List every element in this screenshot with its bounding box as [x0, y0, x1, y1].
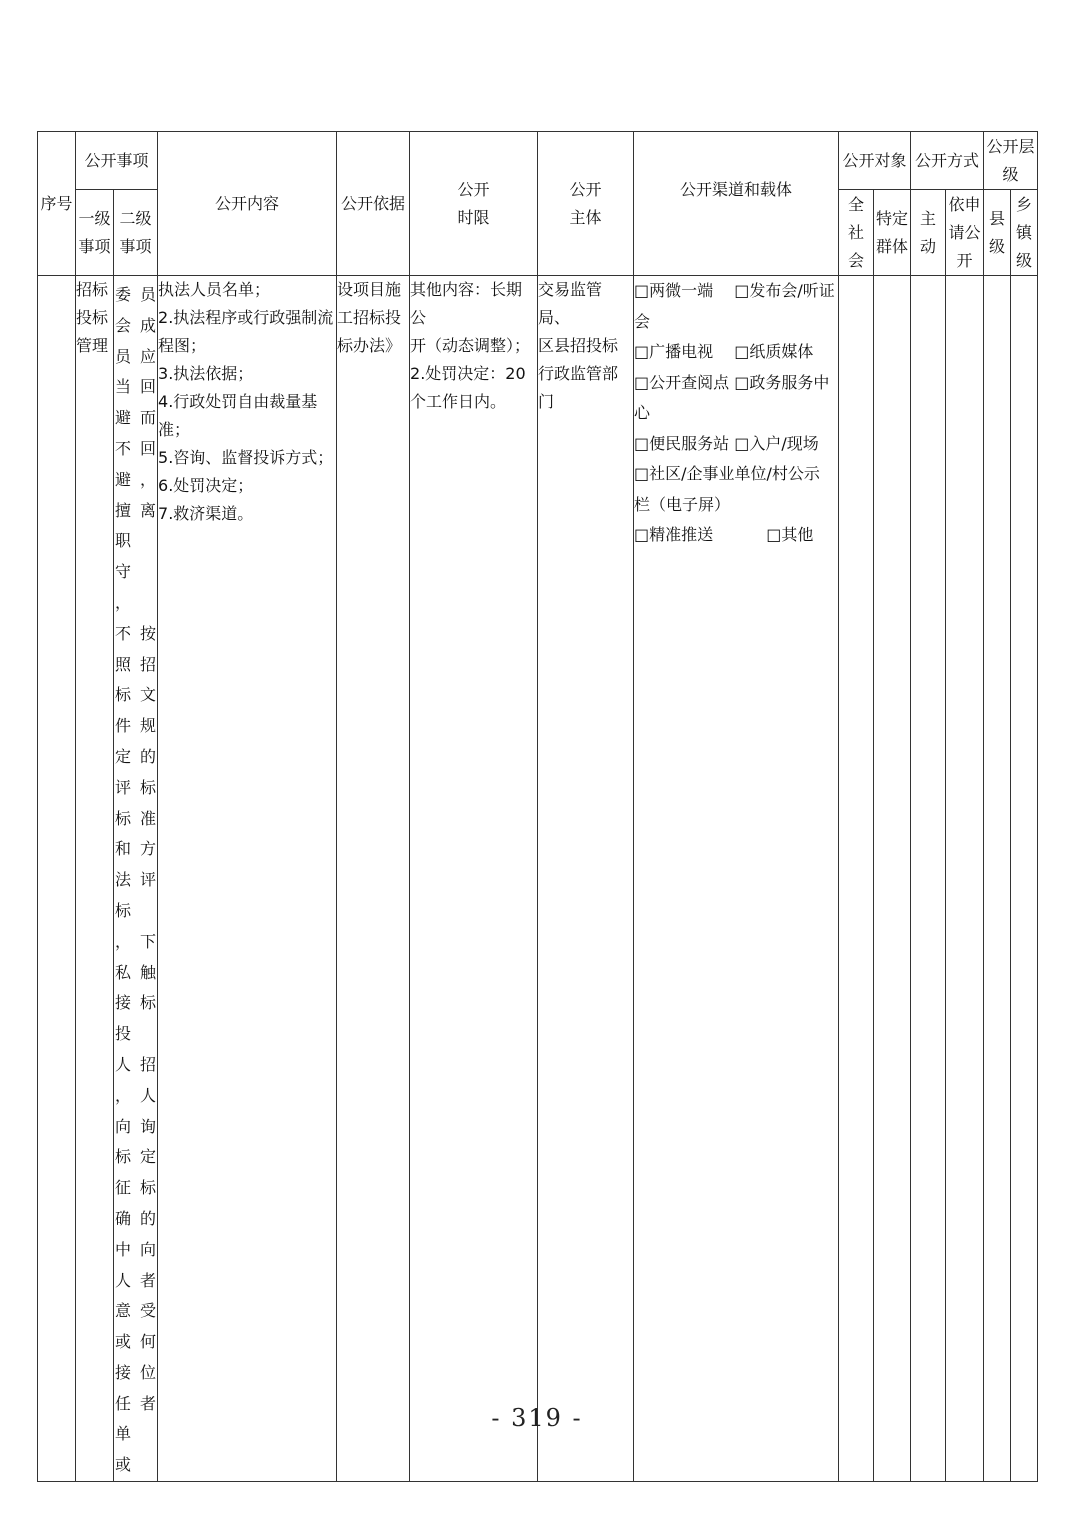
level2-char: 文 [140, 685, 157, 705]
level2-char: 定 [115, 746, 132, 766]
level2-char: 下 [140, 931, 157, 951]
header-content: 公开内容 [158, 132, 337, 276]
level2-char: 和 [115, 839, 132, 859]
level2-char: 单 [115, 1424, 132, 1444]
level2-char: 评 [115, 777, 132, 797]
row-level2-left-column [115, 278, 131, 1481]
level2-char: 标 [115, 1147, 132, 1167]
header-basis: 公开依据 [337, 132, 410, 276]
header-target: 公开对象 [839, 132, 911, 190]
level2-char: 何 [140, 1332, 157, 1352]
disclosure-table [37, 131, 1038, 1482]
level2-char: 确 [115, 1208, 132, 1228]
level2-char: ， [115, 931, 132, 951]
level2-char: 的 [140, 1208, 157, 1228]
level2-char: 触 [140, 962, 157, 982]
level2-char: 接 [115, 993, 132, 1013]
level2-char: 擅 [115, 500, 132, 520]
level2-char: 招 [140, 1054, 157, 1074]
header-level-town: 乡 镇 级 [1011, 190, 1038, 276]
row-channels: □两微一端 □发布会/听证 会 □广播电视 □纸质媒体 □公开查阅点 □政务服务中 心 □便民服务站 □入户/现场 □社区/企事业单位/村公示 栏（电子屏） □精准推送 □其他 [634, 276, 839, 1482]
level2-char: 应 [140, 346, 157, 366]
level2-char: ， [140, 469, 157, 489]
header-level2: 二级事项 [114, 190, 158, 276]
row-content: 执法人员名单； 2.执法程序或行政强制流程图； 3.执法依据； 4.行政处罚自由裁量基准； 5.咨询、监督投诉方式； 6.处罚决定； 7.救济渠道。 [158, 276, 337, 1482]
level2-char: 员 [140, 285, 157, 304]
level2-char: 接 [115, 1362, 132, 1382]
level2-char: 私 [115, 962, 132, 982]
level2-char: 法 [115, 870, 132, 890]
row-target-all [839, 276, 874, 1482]
header-level-county: 县 级 [984, 190, 1011, 276]
level2-char: 避 [115, 469, 132, 489]
level2-char: 或 [115, 1332, 132, 1352]
row-time-limit: 其他内容：长期公 开（动态调整）； 2.处罚决定：20 个工作日内。 [410, 276, 538, 1482]
level2-char: 规 [140, 716, 157, 736]
level2-char: 而 [140, 408, 157, 428]
header-subject: 公开 主体 [538, 132, 634, 276]
header-level: 公开层 级 [984, 132, 1038, 190]
level2-char: ， [115, 592, 132, 612]
level2-char: 投 [115, 1024, 132, 1044]
row-method-apply [946, 276, 984, 1482]
level2-char: 职 [115, 531, 132, 551]
level2-char: ， [115, 1085, 132, 1105]
level2-char: 委 [115, 285, 132, 304]
row-level-town [1011, 276, 1038, 1482]
level2-char: 不 [115, 438, 132, 458]
level2-char: 标 [115, 900, 132, 920]
level2-char: 按 [140, 623, 157, 643]
row-subject: 交易监管局、 区县招投标 行政监管部 门 [538, 276, 634, 1482]
level2-char: 中 [115, 1239, 132, 1259]
header-items: 公开事项 [76, 132, 158, 190]
level2-char: 成 [140, 315, 157, 335]
level2-char: 者 [140, 1270, 157, 1290]
level2-char: 回 [140, 377, 157, 397]
row-method-active [911, 276, 946, 1482]
level2-char: 回 [140, 438, 157, 458]
header-time-limit: 公开 时限 [410, 132, 538, 276]
header-channels: 公开渠道和载体 [634, 132, 839, 276]
row-level2-right-column [140, 278, 156, 1481]
level2-char: 守 [115, 562, 132, 582]
header-method-active: 主 动 [911, 190, 946, 276]
level2-char: 标 [140, 1178, 157, 1198]
header-method: 公开方式 [911, 132, 984, 190]
level2-char: 意 [115, 1301, 132, 1321]
row-target-group [874, 276, 911, 1482]
row-level1: 招标 投标 管理 [76, 276, 114, 1482]
level2-char: 人 [140, 1085, 157, 1105]
level2-char: 离 [140, 500, 157, 520]
level2-char: 方 [140, 839, 157, 859]
level2-char: 准 [140, 808, 157, 828]
header-level1: 一级事项 [76, 190, 114, 276]
level2-char: 向 [140, 1239, 157, 1259]
level2-char: 避 [115, 408, 132, 428]
level2-char: 任 [115, 1393, 132, 1413]
level2-char: 标 [140, 777, 157, 797]
level2-char: 标 [115, 685, 132, 705]
level2-char: 的 [140, 746, 157, 766]
level2-char: 人 [115, 1270, 132, 1290]
page-number: - 319 - [491, 1404, 583, 1432]
level2-char: 会 [115, 315, 132, 335]
level2-char: 标 [115, 808, 132, 828]
level2-char: 人 [115, 1054, 132, 1074]
level2-char: 标 [140, 993, 157, 1013]
level2-char: 受 [140, 1301, 157, 1321]
level2-char: 询 [140, 1116, 157, 1136]
row-level-county [984, 276, 1011, 1482]
level2-char: 当 [115, 377, 132, 397]
header-seq: 序号 [38, 132, 76, 276]
level2-char: 或 [115, 1455, 132, 1475]
row-basis: 设项目施 工招标投 标办法》 [337, 276, 410, 1482]
level2-char: 者 [140, 1393, 157, 1413]
header-method-apply: 依申 请公 开 [946, 190, 984, 276]
level2-char: 件 [115, 716, 132, 736]
level2-char: 评 [140, 870, 157, 890]
row-level2 [114, 276, 158, 1482]
level2-char: 征 [115, 1178, 132, 1198]
level2-char: 招 [140, 654, 157, 674]
row-seq [38, 276, 76, 1482]
level2-char: 不 [115, 623, 132, 643]
header-target-all: 全 社 会 [839, 190, 874, 276]
level2-char: 员 [115, 346, 132, 366]
table-row [38, 276, 1038, 1482]
level2-char: 位 [140, 1362, 157, 1382]
level2-char: 定 [140, 1147, 157, 1167]
level2-char: 向 [115, 1116, 132, 1136]
header-target-group: 特定 群体 [874, 190, 911, 276]
level2-char: 照 [115, 654, 132, 674]
